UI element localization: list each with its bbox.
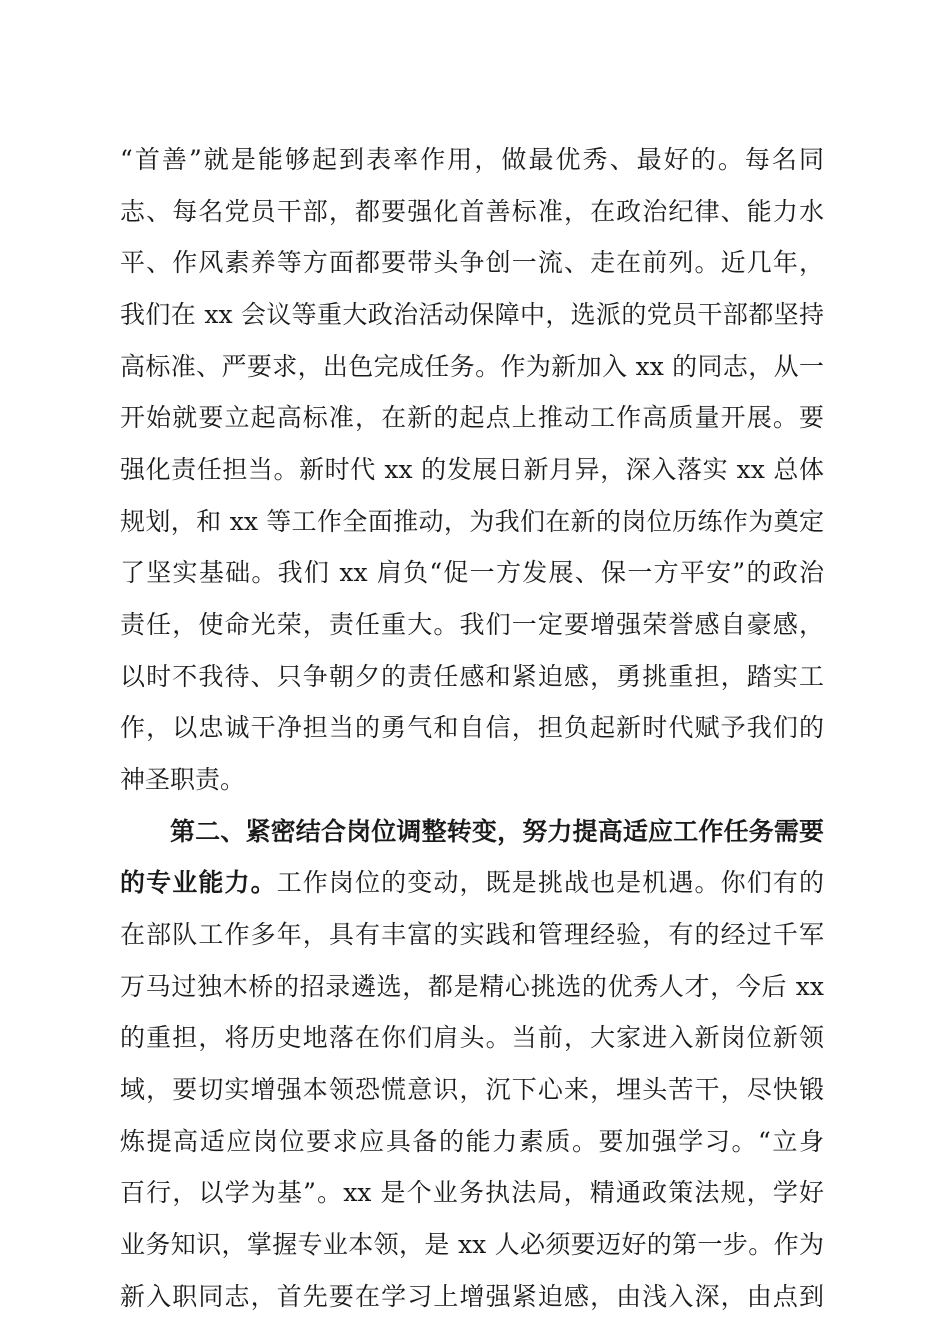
paragraph-2-heading-continued [120, 863, 824, 903]
paragraph-2-line: 炼提高适应岗位要求应具备的能力素质。要加强学习。“立身 [120, 1127, 824, 1156]
paragraph-2-line: 在部队工作多年，具有丰富的实践和管理经验，有的经过千军 [120, 920, 824, 949]
paragraph-1-line: 神圣职责。 [120, 765, 246, 794]
paragraph-1-line: 以时不我待、只争朝夕的责任感和紧迫感，勇挑重担，踏实工 [120, 662, 824, 691]
paragraph-1-line: 强化责任担当。新时代 xx 的发展日新月异，深入落实 xx 总体 [120, 455, 824, 484]
paragraph-2-line: 域，要切实增强本领恐慌意识，沉下心来，埋头苦干，尽快锻 [120, 1075, 824, 1104]
paragraph-2-line: 业务知识，掌握专业本领，是 xx 人必须要迈好的第一步。作为 [120, 1230, 824, 1259]
paragraph-1-line: 开始就要立起高标准，在新的起点上推动工作高质量开展。要 [120, 403, 824, 432]
paragraph-1-line: 我们在 xx 会议等重大政治活动保障中，选派的党员干部都坚持 [120, 300, 824, 329]
paragraph-1-line: “首善”就是能够起到表率作用，做最优秀、最好的。每名同 [120, 145, 824, 174]
paragraph-2-line: 的重担，将历史地落在你们肩头。当前，大家进入新岗位新领 [120, 1023, 824, 1052]
paragraph-2-first-line-rest: 工作岗位的变动，既是挑战也是机遇。你们有的 [276, 868, 824, 897]
paragraph-2-line: 新入职同志，首先要在学习上增强紧迫感，由浅入深，由点到 [120, 1282, 824, 1311]
paragraph-1-line: 高标准、严要求，出色完成任务。作为新加入 xx 的同志，从一 [120, 352, 824, 381]
paragraph-1-line: 作，以忠诚干净担当的勇气和自信，担负起新时代赋予我们的 [120, 713, 824, 742]
paragraph-1-line: 平、作风素养等方面都要带头争创一流、走在前列。近几年， [120, 248, 824, 277]
paragraph-1-line: 了坚实基础。我们 xx 肩负“促一方发展、保一方平安”的政治 [120, 558, 824, 587]
paragraph-1-line: 规划，和 xx 等工作全面推动，为我们在新的岗位历练作为奠定 [120, 507, 824, 536]
paragraph-2-heading: 第二、紧密结合岗位调整转变，努力提高适应工作任务需要 [170, 817, 824, 846]
paragraph-1-line: 志、每名党员干部，都要强化首善标准，在政治纪律、能力水 [120, 197, 824, 226]
paragraph-1-line: 责任，使命光荣，责任重大。我们一定要增强荣誉感自豪感， [120, 610, 824, 639]
paragraph-2-heading-end: 的专业能力。 [120, 868, 277, 897]
paragraph-2-line: 万马过独木桥的招录遴选，都是精心挑选的优秀人才，今后 xx [120, 972, 824, 1001]
paragraph-2-line: 百行，以学为基”。xx 是个业务执法局，精通政策法规，学好 [120, 1178, 824, 1207]
